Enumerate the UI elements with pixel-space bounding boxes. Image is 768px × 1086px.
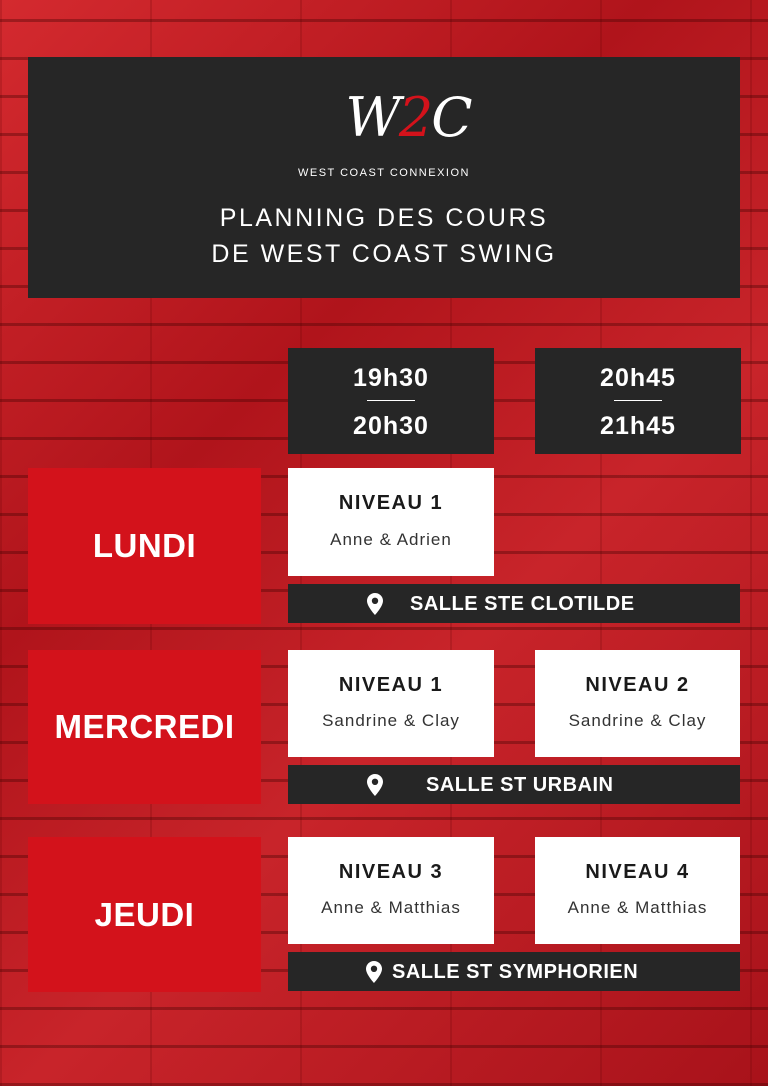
location-pin-icon: [366, 961, 382, 983]
class-teachers: Anne & Matthias: [567, 898, 708, 917]
logo: [298, 87, 518, 177]
page-title-line-1: PLANNING DES COURS: [219, 204, 549, 232]
class-teachers: Anne & Matthias: [321, 898, 461, 917]
venue-bar: [288, 952, 740, 991]
class-level: NIVEAU 2: [585, 674, 690, 696]
class-card: [288, 650, 494, 757]
class-level: NIVEAU 3: [338, 861, 444, 883]
day-label-jeudi: JEUDI: [28, 837, 261, 992]
time-slot-2: [535, 348, 741, 454]
time-slot-1: [288, 348, 494, 454]
class-level: NIVEAU 4: [585, 861, 690, 883]
time-slot-end: 20h30: [353, 412, 429, 440]
day-label-lundi: LUNDI: [28, 468, 261, 624]
class-level: NIVEAU 1: [338, 674, 444, 696]
venue-bar: [288, 584, 740, 623]
divider: [367, 400, 415, 401]
page-title-line-2: DE WEST COAST SWING: [211, 240, 557, 268]
class-card: [288, 468, 494, 576]
time-slot-start: 19h30: [353, 364, 429, 392]
venue-name: SALLE ST URBAIN: [426, 774, 614, 796]
class-teachers: Anne & Adrien: [330, 530, 452, 549]
time-slot-start: 20h45: [600, 364, 676, 392]
time-slot-end: 21h45: [600, 412, 676, 440]
class-teachers: Sandrine & Clay: [568, 711, 707, 730]
logo-subtitle: WEST COAST CONNEXION: [297, 167, 470, 179]
venue-bar: [288, 765, 740, 804]
venue-name: SALLE ST SYMPHORIEN: [392, 961, 639, 983]
class-card: [535, 837, 740, 944]
venue-name: SALLE STE CLOTILDE: [410, 593, 635, 615]
class-card: [535, 650, 740, 757]
divider: [614, 400, 662, 401]
day-label-mercredi: MERCREDI: [28, 650, 261, 804]
header-panel: [28, 57, 740, 298]
logo-mark: W2C: [345, 86, 471, 149]
location-pin-icon: [367, 593, 383, 615]
class-level: NIVEAU 1: [338, 492, 444, 514]
class-card: [288, 837, 494, 944]
class-teachers: Sandrine & Clay: [322, 711, 460, 730]
location-pin-icon: [367, 774, 383, 796]
